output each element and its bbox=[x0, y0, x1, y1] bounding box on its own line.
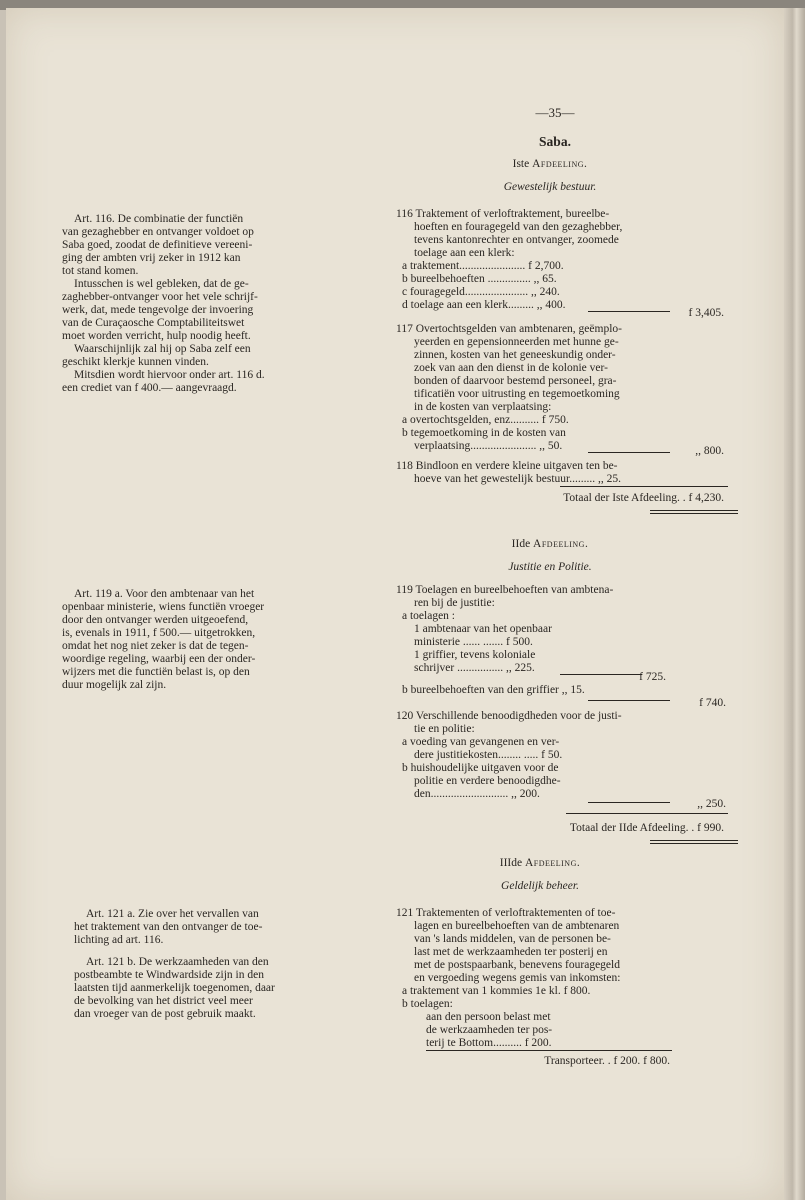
note-line: laatsten tijd aanmerkelijk toegenomen, daar bbox=[74, 982, 275, 994]
line-item: c fouragegeld...................... ,, 240. bbox=[402, 286, 560, 298]
line-item: b bureelbehoeften van den griffier ,, 15. bbox=[402, 684, 585, 696]
line-item: dere justitiekosten........ ..... f 50. bbox=[414, 749, 563, 761]
line-item: a traktement van 1 kommies 1e kl. f 800. bbox=[402, 985, 591, 997]
double-rule bbox=[650, 840, 738, 844]
line: 117 Overtochtsgelden van ambtenaren, geëmplo- bbox=[396, 323, 622, 335]
line: lagen en bureelbehoeften van de ambtenaren bbox=[414, 920, 620, 932]
note-line: postbeambte te Windwardside zijn in den bbox=[74, 969, 264, 981]
note-line: woordige regeling, waarbij een der onder- bbox=[62, 653, 256, 665]
line: tie en politie: bbox=[414, 723, 475, 735]
afd3-heading: IIIde Afdeeling. bbox=[499, 857, 581, 869]
note-line: Mitsdien wordt hiervoor onder art. 116 d. bbox=[74, 369, 265, 381]
total: Totaal der IIde Afdeeling. . f 990. bbox=[569, 822, 724, 834]
note-line: openbaar ministerie, wiens functiën vroeger bbox=[62, 601, 265, 613]
line: yeerden en gepensionneerden met hunne ge- bbox=[414, 336, 619, 348]
afd3-subheading: Geldelijk beheer. bbox=[501, 880, 579, 892]
subtotal: f 725. bbox=[639, 671, 666, 683]
line: last met de werkzaamheden ter posterij en bbox=[414, 946, 608, 958]
sum-rule bbox=[560, 486, 728, 487]
line-item: b huishoudelijke uitgaven voor de bbox=[402, 762, 559, 774]
total: Totaal der Iste Afdeeling. . f 4,230. bbox=[563, 492, 724, 504]
line: 120 Verschillende benoodigdheden voor de justi- bbox=[396, 710, 622, 722]
line: 1 griffier, tevens koloniale bbox=[414, 649, 536, 661]
line: toelage aan een klerk: bbox=[414, 247, 515, 259]
subtotal: ,, 250. bbox=[697, 798, 726, 810]
line: van 's lands middelen, van de personen be- bbox=[414, 933, 611, 945]
carry-over: Transporteer. . f 200. f 800. bbox=[544, 1055, 670, 1067]
sum-rule bbox=[426, 1050, 672, 1051]
afd1-heading: Iste Afdeeling. bbox=[512, 158, 588, 170]
sum-rule bbox=[566, 813, 728, 814]
double-rule bbox=[650, 510, 738, 514]
line-item: b bureelbehoeften ............... ,, 65. bbox=[402, 273, 557, 285]
note-line: wijzers met die functiën belast is, op den bbox=[62, 666, 250, 678]
page-title: Saba. bbox=[539, 134, 571, 149]
note-line: Art. 116. De combinatie der functiën bbox=[74, 213, 244, 225]
note-line: Art. 121 a. Zie over het vervallen van bbox=[86, 908, 259, 920]
line-item: schrijver ................ ,, 225. bbox=[414, 662, 535, 674]
line-item: d toelage aan een klerk......... ,, 400. bbox=[402, 299, 566, 311]
line: ren bij de justitie: bbox=[414, 597, 495, 609]
note-line: Intusschen is wel gebleken, dat de ge- bbox=[74, 278, 249, 290]
line: aan den persoon belast met bbox=[426, 1011, 551, 1023]
line: in de kosten van verplaatsing: bbox=[414, 401, 552, 413]
line-item: terij te Bottom.......... f 200. bbox=[426, 1037, 552, 1049]
afd1-subheading: Gewestelijk bestuur. bbox=[503, 181, 597, 193]
line: hoeften en fouragegeld van den gezaghebber, bbox=[414, 221, 623, 233]
line: zoek van aan den dienst in de kolonie ver- bbox=[414, 362, 608, 374]
line: politie en verdere benoodigdhe- bbox=[414, 775, 561, 787]
note-line: moet worden verricht, hulp noodig heeft. bbox=[62, 330, 251, 342]
subtotal: f 740. bbox=[699, 697, 726, 709]
page-number: —35— bbox=[535, 105, 575, 120]
afd2-subheading: Justitie en Politie. bbox=[508, 561, 592, 573]
line: tevens kantonrechter en ontvanger, zoomede bbox=[414, 234, 619, 246]
line-item: a toelagen : bbox=[402, 610, 456, 622]
page-edge bbox=[784, 8, 805, 1200]
note-line: het traktement van den ontvanger de toe- bbox=[74, 921, 263, 933]
subtotal: ,, 800. bbox=[695, 445, 724, 457]
line-item: den........................... ,, 200. bbox=[414, 788, 540, 800]
subtotal: f 3,405. bbox=[688, 307, 724, 319]
note-line: werk, dat, mede tengevolge der invoering bbox=[62, 304, 254, 316]
note-line: van de Curaçaosche Comptabiliteitswet bbox=[62, 317, 245, 329]
line-item: a overtochtsgelden, enz.......... f 750. bbox=[402, 414, 569, 426]
line: 119 Toelagen en bureelbehoeften van ambtena- bbox=[396, 584, 614, 596]
line: en vergoeding wegens gemis van inkomsten: bbox=[414, 972, 621, 984]
note-line: Saba goed, zoodat de definitieve vereeni- bbox=[62, 239, 253, 251]
line: zinnen, kosten van het geneeskundig onder- bbox=[414, 349, 616, 361]
note-line: is, evenals in 1911, f 500.— uitgetrokken, bbox=[62, 627, 256, 639]
line: de werkzaamheden ter pos- bbox=[426, 1024, 553, 1036]
line-item: a traktement....................... f 2,700. bbox=[402, 260, 564, 272]
line-item: b toelagen: bbox=[402, 998, 453, 1010]
note-line: ging der ambten vrij zeker in 1912 kan bbox=[62, 252, 241, 264]
note-line: lichting ad art. 116. bbox=[74, 934, 164, 946]
afd2-heading: IIde Afdeeling. bbox=[511, 538, 589, 550]
note-line: zaghebber-ontvanger voor het vele schrijf- bbox=[62, 291, 258, 303]
line-item: b tegemoetkoming in de kosten van bbox=[402, 427, 566, 439]
note-line: omdat het nog niet zeker is dat de tegen- bbox=[62, 640, 249, 652]
line-item: ministerie ...... ....... f 500. bbox=[414, 636, 533, 648]
note-line: door den ontvanger werden uitgeoefend, bbox=[62, 614, 249, 626]
note-line: Waarschijnlijk zal hij op Saba zelf een bbox=[74, 343, 251, 355]
line: 116 Traktement of verloftraktement, bureelbe- bbox=[396, 208, 610, 220]
note-line: Art. 119 a. Voor den ambtenaar van het bbox=[74, 588, 255, 600]
note-line: dan vroeger van de post gebruik maakt. bbox=[74, 1008, 256, 1020]
line: tificatiën voor uitrusting en tegemoetkoming bbox=[414, 388, 620, 400]
note-line: geschikt klerkje kunnen vinden. bbox=[62, 356, 209, 368]
note-line: duur mogelijk zal zijn. bbox=[62, 679, 167, 691]
line: 121 Traktementen of verloftraktementen of toe- bbox=[396, 907, 616, 919]
line: 118 Bindloon en verdere kleine uitgaven ten be- bbox=[396, 460, 618, 472]
line-item: verplaatsing....................... ,, 50. bbox=[414, 440, 563, 452]
note-line: Art. 121 b. De werkzaamheden van den bbox=[86, 956, 269, 968]
note-line: de bevolking van het district veel meer bbox=[74, 995, 253, 1007]
note-line: een crediet van f 400.— aangevraagd. bbox=[62, 382, 237, 394]
line: hoeve van het gewestelijk bestuur......... ,, 25. bbox=[414, 473, 621, 485]
line: bonden of daarvoor bestemd personeel, gra- bbox=[414, 375, 617, 387]
note-line: van gezaghebber en ontvanger voldoet op bbox=[62, 226, 254, 238]
line-item: a voeding van gevangenen en ver- bbox=[402, 736, 560, 748]
note-line: tot stand komen. bbox=[62, 265, 139, 277]
line: met de postspaarbank, benevens fouragegeld bbox=[414, 959, 620, 971]
line: 1 ambtenaar van het openbaar bbox=[414, 623, 552, 635]
